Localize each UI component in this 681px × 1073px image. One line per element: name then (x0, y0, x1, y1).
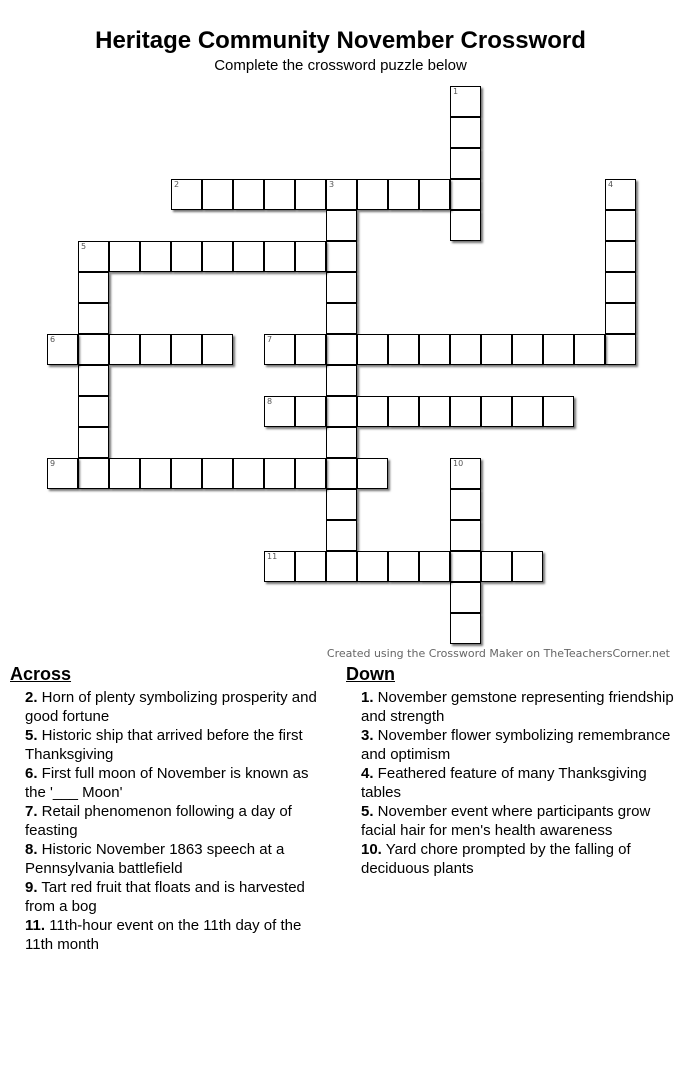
cell-number: 3 (329, 180, 335, 189)
grid-cell[interactable] (481, 551, 512, 582)
grid-cell[interactable] (605, 303, 636, 334)
clue-item (10, 764, 330, 802)
grid-cell[interactable] (140, 334, 171, 365)
clue-number: 1. (361, 689, 374, 706)
grid-cell[interactable] (326, 551, 357, 582)
clue-text: Horn of plenty symbolizing prosperity and good fortune (25, 689, 317, 725)
grid-cell[interactable] (78, 458, 109, 489)
grid-cell[interactable] (450, 210, 481, 241)
clue-number: 9. (25, 879, 38, 896)
grid-cell[interactable] (202, 179, 233, 210)
grid-cell[interactable] (140, 458, 171, 489)
grid-cell[interactable] (605, 241, 636, 272)
grid-cell[interactable] (326, 272, 357, 303)
grid-cell[interactable] (295, 179, 326, 210)
grid-cell[interactable] (78, 396, 109, 427)
grid-cell[interactable] (202, 241, 233, 272)
grid-cell[interactable] (357, 179, 388, 210)
clue-text: Tart red fruit that floats and is harvested from a bog (25, 879, 305, 915)
cell-number: 5 (81, 242, 87, 251)
grid-cell[interactable] (47, 334, 78, 365)
grid-cell[interactable] (512, 551, 543, 582)
clue-item (346, 726, 676, 764)
grid-cell[interactable] (202, 458, 233, 489)
grid-cell[interactable] (326, 427, 357, 458)
grid-cell[interactable] (326, 210, 357, 241)
grid-cell[interactable] (233, 179, 264, 210)
clue-number: 8. (25, 841, 38, 858)
clue-text: November event where participants grow facial hair for men's health awareness (361, 803, 651, 839)
grid-cell[interactable] (605, 179, 636, 210)
cell-number: 11 (267, 552, 278, 561)
clue-number: 7. (25, 803, 38, 820)
grid-cell[interactable] (264, 458, 295, 489)
clue-item (346, 688, 676, 726)
grid-cell[interactable] (357, 458, 388, 489)
grid-cell[interactable] (419, 551, 450, 582)
grid-cell[interactable] (326, 396, 357, 427)
grid-cell[interactable] (264, 551, 295, 582)
clue-item (346, 840, 676, 878)
grid-cell[interactable] (78, 427, 109, 458)
grid-cell[interactable] (543, 396, 574, 427)
clue-item (10, 916, 330, 954)
grid-cell[interactable] (419, 334, 450, 365)
grid-cell[interactable] (481, 396, 512, 427)
grid-cell[interactable] (264, 241, 295, 272)
grid-cell[interactable] (326, 179, 357, 210)
grid-cell[interactable] (326, 489, 357, 520)
grid-cell[interactable] (264, 396, 295, 427)
credit-text: Created using the Crossword Maker on TheTeachersCorner.net (326, 647, 670, 660)
grid-cell[interactable] (450, 489, 481, 520)
grid-cell[interactable] (450, 334, 481, 365)
clue-text: November gemstone representing friendship and strength (361, 689, 674, 725)
down-clue-list (346, 688, 676, 878)
clue-item (346, 764, 676, 802)
grid-cell[interactable] (295, 334, 326, 365)
clue-item (10, 688, 330, 726)
grid-cell[interactable] (605, 334, 636, 365)
grid-cell[interactable] (450, 117, 481, 148)
grid-cell[interactable] (233, 458, 264, 489)
grid-cell[interactable] (419, 396, 450, 427)
clue-text: 11th-hour event on the 11th day of the 11th month (25, 917, 302, 953)
clue-number: 6. (25, 765, 38, 782)
clue-text: Yard chore prompted by the falling of deciduous plants (361, 841, 631, 877)
grid-cell[interactable] (388, 551, 419, 582)
clue-number: 10. (361, 841, 382, 858)
cell-number: 6 (50, 335, 56, 344)
cell-number: 4 (608, 180, 614, 189)
grid-cell[interactable] (78, 241, 109, 272)
grid-cell[interactable] (574, 334, 605, 365)
cell-number: 2 (174, 180, 180, 189)
grid-cell[interactable] (357, 334, 388, 365)
clue-number: 3. (361, 727, 374, 744)
clue-text: First full moon of November is known as the '___ Moon' (25, 765, 309, 801)
grid-cell[interactable] (326, 303, 357, 334)
down-clues (346, 664, 676, 878)
grid-cell[interactable] (388, 396, 419, 427)
grid-cell[interactable] (78, 272, 109, 303)
page-title: Heritage Community November Crossword (95, 27, 586, 54)
grid-cell[interactable] (264, 334, 295, 365)
grid-cell[interactable] (171, 458, 202, 489)
grid-cell[interactable] (171, 334, 202, 365)
grid-cell[interactable] (78, 303, 109, 334)
grid-cell[interactable] (450, 86, 481, 117)
grid-cell[interactable] (357, 396, 388, 427)
across-clue-list (10, 688, 330, 954)
grid-cell[interactable] (450, 551, 481, 582)
clue-text: Retail phenomenon following a day of feasting (25, 803, 292, 839)
grid-cell[interactable] (388, 179, 419, 210)
grid-cell[interactable] (512, 396, 543, 427)
grid-cell[interactable] (388, 334, 419, 365)
cell-number: 1 (453, 87, 459, 96)
grid-cell[interactable] (450, 179, 481, 210)
grid-cell[interactable] (450, 613, 481, 644)
grid-cell[interactable] (78, 365, 109, 396)
grid-cell[interactable] (326, 241, 357, 272)
grid-cell[interactable] (326, 520, 357, 551)
clue-item (10, 802, 330, 840)
grid-cell[interactable] (295, 241, 326, 272)
clue-text: November flower symbolizing remembrance and optimism (361, 727, 671, 763)
clue-text: Historic ship that arrived before the first Thanksgiving (25, 727, 303, 763)
grid-cell[interactable] (264, 179, 295, 210)
grid-cell[interactable] (326, 458, 357, 489)
clue-item (10, 726, 330, 764)
clue-item (346, 802, 676, 840)
grid-cell[interactable] (109, 334, 140, 365)
grid-cell[interactable] (450, 148, 481, 179)
clue-item (10, 878, 330, 916)
grid-cell[interactable] (202, 334, 233, 365)
grid-cell[interactable] (171, 241, 202, 272)
cell-number: 7 (267, 335, 273, 344)
page-subtitle: Complete the crossword puzzle below (214, 57, 467, 74)
grid-cell[interactable] (140, 241, 171, 272)
clue-text: Feathered feature of many Thanksgiving tables (361, 765, 647, 801)
clue-number: 5. (361, 803, 374, 820)
grid-cell[interactable] (233, 241, 264, 272)
across-clues (10, 664, 330, 954)
grid-cell[interactable] (295, 396, 326, 427)
grid-cell[interactable] (295, 458, 326, 489)
grid-cell[interactable] (512, 334, 543, 365)
grid-cell[interactable] (605, 272, 636, 303)
clue-item (10, 840, 330, 878)
grid-cell[interactable] (47, 458, 78, 489)
cell-number: 9 (50, 459, 56, 468)
grid-cell[interactable] (481, 334, 512, 365)
cell-number: 8 (267, 397, 273, 406)
cell-number: 10 (453, 459, 464, 468)
grid-cell[interactable] (326, 334, 357, 365)
grid-cell[interactable] (109, 241, 140, 272)
grid-cell[interactable] (357, 551, 388, 582)
clue-number: 5. (25, 727, 38, 744)
down-heading: Down (346, 664, 395, 684)
clue-number: 4. (361, 765, 374, 782)
grid-cell[interactable] (109, 458, 140, 489)
across-heading: Across (10, 664, 72, 684)
grid-cell[interactable] (326, 365, 357, 396)
grid-cell[interactable] (450, 458, 481, 489)
clue-number: 11. (25, 917, 46, 934)
clue-number: 2. (25, 689, 38, 706)
grid-cell[interactable] (78, 334, 109, 365)
grid-cell[interactable] (605, 210, 636, 241)
grid-cell[interactable] (543, 334, 574, 365)
grid-cell[interactable] (171, 179, 202, 210)
grid-cell[interactable] (295, 551, 326, 582)
grid-cell[interactable] (450, 520, 481, 551)
clue-text: Historic November 1863 speech at a Pennsylvania battlefield (25, 841, 285, 877)
grid-cell[interactable] (450, 396, 481, 427)
grid-cell[interactable] (450, 582, 481, 613)
grid-cell[interactable] (419, 179, 450, 210)
